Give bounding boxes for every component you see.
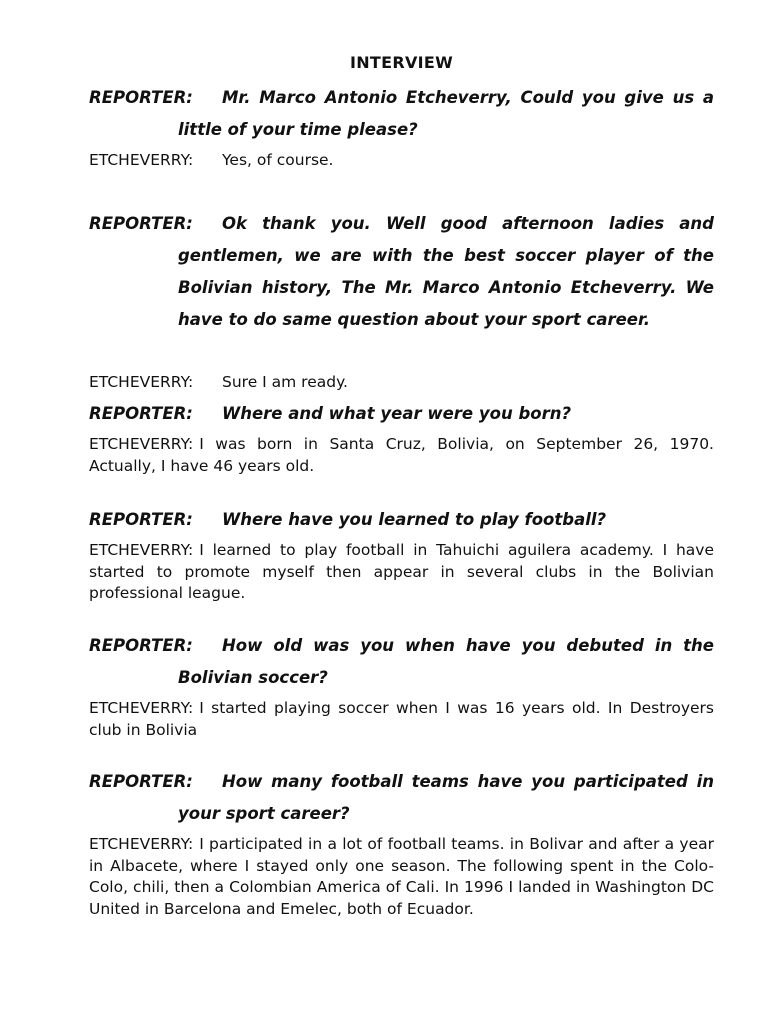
speaker-label: REPORTER: <box>89 214 193 233</box>
etcheverry-answer <box>89 698 714 741</box>
question-text: How old was you when have you debuted in the Bolivian soccer? <box>178 636 714 687</box>
speaker-label: ETCHEVERRY: <box>89 835 194 853</box>
speaker-label: ETCHEVERRY: <box>89 699 194 717</box>
etcheverry-answer <box>89 834 714 920</box>
question-text: Mr. Marco Antonio Etcheverry, Could you give us a little of your time please? <box>178 88 714 139</box>
etcheverry-answer <box>89 372 714 394</box>
question-text: Where and what year were you born? <box>222 404 572 423</box>
speaker-label: REPORTER: <box>89 88 193 107</box>
speaker-label: ETCHEVERRY: <box>89 151 194 169</box>
etcheverry-answer <box>89 150 714 172</box>
speaker-label: ETCHEVERRY: <box>89 541 194 559</box>
speaker-label: REPORTER: <box>89 404 193 423</box>
answer-text: Sure I am ready. <box>222 373 348 391</box>
speaker-label: REPORTER: <box>89 772 193 791</box>
etcheverry-answer <box>89 540 714 605</box>
answer-text: I learned to play football in Tahuichi aguilera academy. I have started to promote myself then appear in several clubs in the Bolivian professional league. <box>89 541 714 602</box>
document-title: INTERVIEW <box>349 53 454 72</box>
answer-text: I started playing soccer when I was 16 years old. In Destroyers club in Bolivia <box>89 699 714 739</box>
answer-text: I participated in a lot of football teams. in Bolivar and after a year in Albacete, where I stayed only one season. The following spent in the Colo-Colo, chili, then a Colombian America of Cali. In 1996 I landed in Washington DC United in Barcelona and Emelec, both of Ecuador. <box>89 835 714 918</box>
speaker-label: ETCHEVERRY: <box>89 435 194 453</box>
speaker-label: REPORTER: <box>89 636 193 655</box>
question-text: Ok thank you. Well good afternoon ladies and gentlemen, we are with the best soccer player of the Bolivian history, The Mr. Marco Antonio Etcheverry. We have to do same question about your sport career. <box>178 214 714 329</box>
reporter-question <box>89 504 714 536</box>
etcheverry-answer <box>89 434 714 477</box>
reporter-question <box>89 630 714 694</box>
reporter-question <box>89 208 714 336</box>
speaker-label: ETCHEVERRY: <box>89 373 194 391</box>
reporter-question <box>89 398 714 430</box>
answer-text: Yes, of course. <box>222 151 334 169</box>
speaker-label: REPORTER: <box>89 510 193 529</box>
answer-text: I was born in Santa Cruz, Bolivia, on September 26, 1970. Actually, I have 46 years old. <box>89 435 714 475</box>
question-text: Where have you learned to play football? <box>222 510 607 529</box>
reporter-question <box>89 766 714 830</box>
reporter-question <box>89 82 714 146</box>
question-text: How many football teams have you participated in your sport career? <box>178 772 714 823</box>
